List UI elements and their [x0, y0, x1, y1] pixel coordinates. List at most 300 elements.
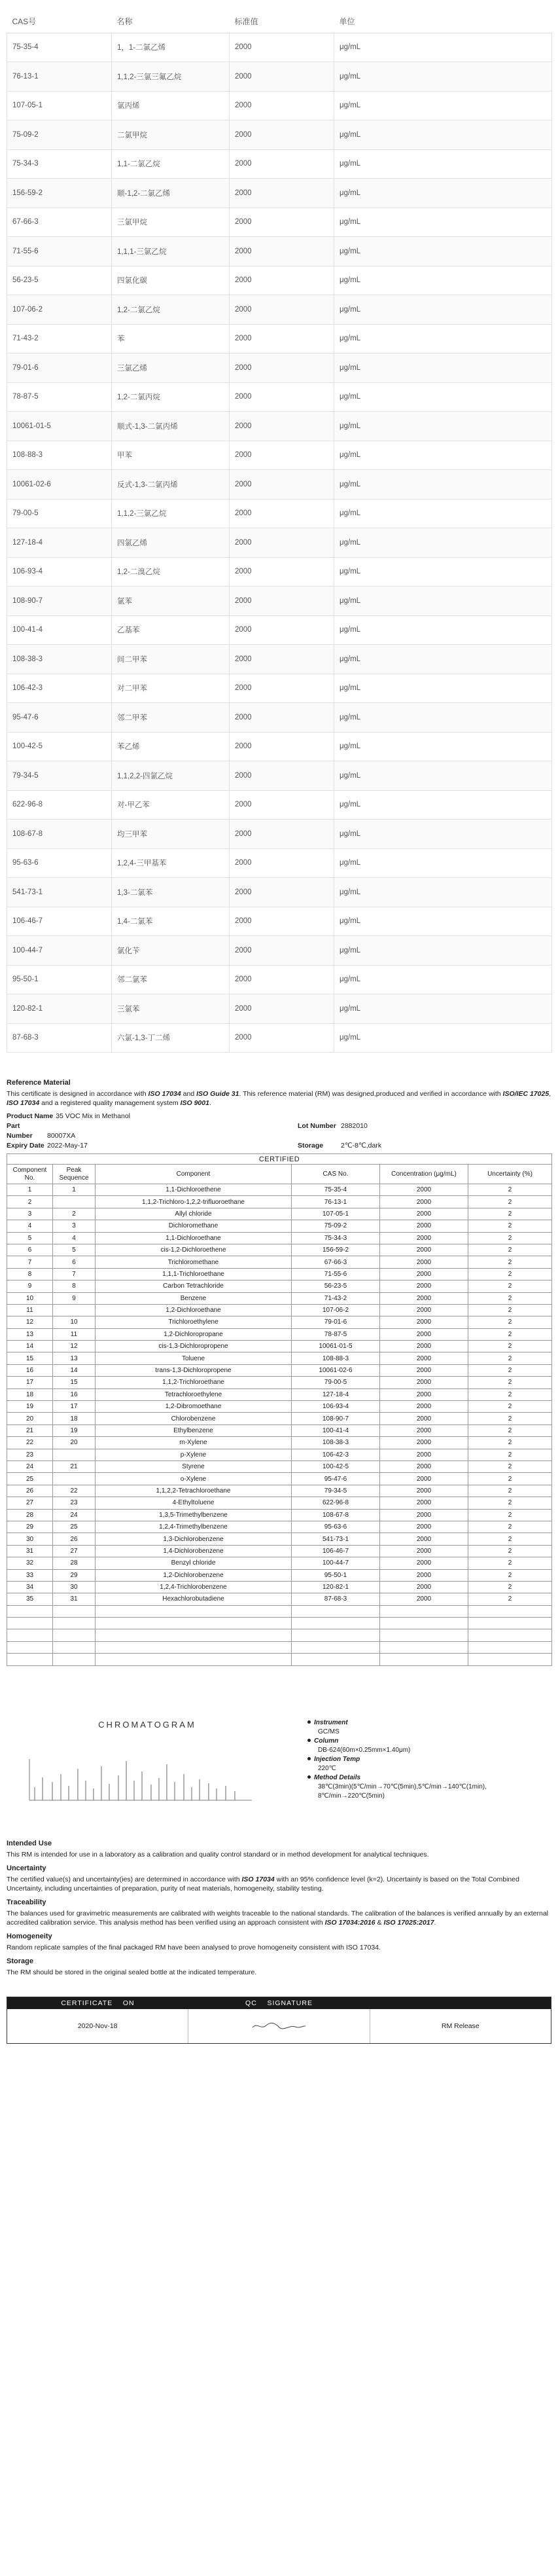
cas-no-cell: 75-09-2	[292, 1220, 380, 1232]
ref-iso-17025: ISO/IEC 17025	[502, 1090, 549, 1098]
table-row	[7, 1232, 552, 1244]
table-row	[7, 1352, 552, 1364]
lot-number: 2882010	[341, 1122, 368, 1130]
name-cell: 六氯-1,3-丁二烯	[112, 1023, 230, 1053]
certified-body	[7, 1184, 552, 1666]
chromatogram-section	[7, 1674, 551, 1834]
value-cell: 2000	[230, 62, 334, 92]
unit-cell: μg/mL	[334, 237, 552, 266]
unit-cell: μg/mL	[334, 790, 552, 820]
blank-cell	[53, 1641, 96, 1653]
peak-sequence-cell: 2	[53, 1208, 96, 1220]
component-no-cell: 34	[7, 1581, 53, 1593]
cas-no-cell: 127-18-4	[292, 1388, 380, 1400]
peak-sequence-cell: 11	[53, 1328, 96, 1340]
value-cell: 2000	[230, 674, 334, 703]
table-row	[7, 732, 552, 761]
table-row	[7, 1521, 552, 1533]
component-cell: Tetrachloroethylene	[96, 1388, 292, 1400]
uncertainty-cell: 2	[468, 1424, 552, 1436]
table-row	[7, 1473, 552, 1485]
product-info	[7, 1112, 551, 1151]
peak-sequence-cell: 19	[53, 1424, 96, 1436]
cas-cell: 71-43-2	[7, 324, 112, 354]
uncertainty-text	[7, 1875, 551, 1893]
certified-table	[7, 1153, 552, 1666]
component-cell: Benzene	[96, 1292, 292, 1304]
blank-cell	[468, 1641, 552, 1653]
uncertainty-cell: 2	[468, 1232, 552, 1244]
cas-no-cell: 75-35-4	[292, 1184, 380, 1196]
concentration-cell: 2000	[380, 1424, 468, 1436]
unit-cell: μg/mL	[334, 324, 552, 354]
cas-cell: 622-96-8	[7, 790, 112, 820]
peak-sequence-cell: 31	[53, 1593, 96, 1605]
unit-cell: μg/mL	[334, 645, 552, 674]
expiry-date: 2022-May-17	[47, 1142, 88, 1150]
table-row	[7, 1497, 552, 1509]
blank-row	[7, 1629, 552, 1641]
intended-use-heading: Intended Use	[7, 1839, 52, 1847]
name-cell: 1,1-二氯乙烷	[112, 149, 230, 179]
blank-cell	[292, 1618, 380, 1629]
component-cell: 1,1-Dichloroethane	[96, 1232, 292, 1244]
concentration-cell: 2000	[380, 1316, 468, 1328]
cas-cell: 541-73-1	[7, 878, 112, 907]
cas-no-cell: 95-50-1	[292, 1569, 380, 1581]
table-row	[7, 1401, 552, 1413]
component-cell: 1,2-Dibromoethane	[96, 1401, 292, 1413]
reference-material-heading: Reference Material	[7, 1079, 71, 1087]
part-number: 80007XA	[47, 1132, 76, 1140]
hdr-cas-no: CAS No.	[292, 1165, 380, 1184]
uncertainty-cell: 2	[468, 1557, 552, 1569]
component-no-cell: 4	[7, 1220, 53, 1232]
value-cell: 2000	[230, 441, 334, 470]
concentration-cell: 2000	[380, 1521, 468, 1533]
storage-value: 2℃-8℃,dark	[341, 1142, 382, 1150]
uncertainty-cell: 2	[468, 1341, 552, 1352]
unit-cell: μg/mL	[334, 878, 552, 907]
component-no-cell: 16	[7, 1364, 53, 1376]
uncertainty-cell: 2	[468, 1388, 552, 1400]
component-cell: 1,3,5-Trimethylbenzene	[96, 1509, 292, 1521]
unit-cell: μg/mL	[334, 470, 552, 499]
concentration-cell: 2000	[380, 1473, 468, 1485]
unit-cell: μg/mL	[334, 848, 552, 878]
unit-cell: μg/mL	[334, 615, 552, 645]
table-row	[7, 149, 552, 179]
table-row	[7, 703, 552, 733]
value-cell: 2000	[230, 965, 334, 994]
value-cell: 2000	[230, 994, 334, 1024]
table-row	[7, 1023, 552, 1053]
concentration-cell: 2000	[380, 1244, 468, 1256]
cas-no-cell: 10061-01-5	[292, 1341, 380, 1352]
cas-no-cell: 156-59-2	[292, 1244, 380, 1256]
homogeneity-text: Random replicate samples of the final packaged RM have been analysed to prove homogeneity consistent with ISO 17034.	[7, 1943, 381, 1951]
name-cell: 乙基苯	[112, 615, 230, 645]
component-cell: trans-1,3-Dichloropropene	[96, 1364, 292, 1376]
trace-text-1: The balances used for gravimetric measurements are calibrated with weights traceable to the national standards. The calibration of the balances is verified annually by an external accredited calibration service. This analysis method has been verified using an approach consistent with	[7, 1909, 549, 1927]
uncertainty-cell: 2	[468, 1256, 552, 1268]
unc-text-2: with an 95% confidence level (k=2). Uncertainty is based on the Total Combined Uncertainty, including uncertainties of preparation, purity of neat materials, homogeneity, stability testing.	[7, 1875, 519, 1893]
component-cell: 1,1,2,2-Tetrachloroethane	[96, 1485, 292, 1497]
unit-cell: μg/mL	[334, 62, 552, 92]
header-standard-value: 标准值	[230, 10, 334, 33]
cas-cell: 76-13-1	[7, 62, 112, 92]
name-cell: 1,2,4-三甲基苯	[112, 848, 230, 878]
peak-sequence-cell: 28	[53, 1557, 96, 1569]
cas-cell: 108-38-3	[7, 645, 112, 674]
concentration-cell: 2000	[380, 1509, 468, 1521]
component-no-cell: 31	[7, 1545, 53, 1557]
component-cell: 1,1,2-Trichloro-1,2,2-trifluoroethane	[96, 1196, 292, 1208]
peak-sequence-cell: 25	[53, 1521, 96, 1533]
table-row	[7, 354, 552, 383]
cas-cell: 100-44-7	[7, 936, 112, 966]
header-name: 名称	[112, 10, 230, 33]
uncertainty-cell: 2	[468, 1184, 552, 1196]
component-cell: Ethylbenzene	[96, 1424, 292, 1436]
component-cell: 1,2-Dichloroethane	[96, 1304, 292, 1316]
uncertainty-cell: 2	[468, 1352, 552, 1364]
cas-no-cell: 67-66-3	[292, 1256, 380, 1268]
chromatogram-peaks	[35, 1761, 235, 1800]
component-no-cell: 3	[7, 1208, 53, 1220]
concentration-cell: 2000	[380, 1341, 468, 1352]
unit-cell: μg/mL	[334, 907, 552, 936]
trace-amp: &	[375, 1918, 384, 1927]
concentration-cell: 2000	[380, 1545, 468, 1557]
table-row	[7, 1545, 552, 1557]
ref-period: .	[209, 1099, 211, 1107]
table-row	[7, 1364, 552, 1376]
concentration-cell: 2000	[380, 1581, 468, 1593]
peak-sequence-cell: 27	[53, 1545, 96, 1557]
component-no-cell: 14	[7, 1341, 53, 1352]
unit-cell: μg/mL	[334, 587, 552, 616]
cas-cell: 75-09-2	[7, 120, 112, 150]
cas-cell: 79-00-5	[7, 499, 112, 528]
table-row	[7, 1424, 552, 1436]
table-row	[7, 412, 552, 441]
unit-cell: μg/mL	[334, 732, 552, 761]
concentration-cell: 2000	[380, 1280, 468, 1292]
cas-no-cell: 541-73-1	[292, 1533, 380, 1545]
table-row	[7, 499, 552, 528]
table-row	[7, 295, 552, 325]
name-cell: 1,1,2,2-四氯乙烷	[112, 761, 230, 791]
part-number-label: Part Number	[7, 1122, 33, 1140]
cas-no-cell: 95-63-6	[292, 1521, 380, 1533]
uncertainty-cell: 2	[468, 1545, 552, 1557]
blank-cell	[53, 1654, 96, 1665]
name-cell: 间二甲苯	[112, 645, 230, 674]
cas-no-cell: 107-05-1	[292, 1208, 380, 1220]
blank-cell	[7, 1605, 53, 1617]
trace-iso-2: ISO 17025:2017	[383, 1918, 434, 1927]
cas-cell: 87-68-3	[7, 1023, 112, 1053]
footer-values	[7, 2009, 551, 2043]
component-cell: Dichloromethane	[96, 1220, 292, 1232]
chromatogram-panel	[7, 1674, 288, 1834]
value-cell: 2000	[230, 149, 334, 179]
uncertainty-cell: 2	[468, 1593, 552, 1605]
homogeneity-heading: Homogeneity	[7, 1932, 52, 1940]
peak-sequence-cell	[53, 1449, 96, 1460]
component-no-cell: 15	[7, 1352, 53, 1364]
concentration-cell: 2000	[380, 1449, 468, 1460]
cas-cell: 107-06-2	[7, 295, 112, 325]
name-cell: 顺-1,2-二氯乙烯	[112, 179, 230, 208]
name-cell: 苯乙烯	[112, 732, 230, 761]
cas-cell: 127-18-4	[7, 528, 112, 558]
peak-sequence-cell: 26	[53, 1533, 96, 1545]
uncertainty-cell: 2	[468, 1449, 552, 1460]
value-cell: 2000	[230, 237, 334, 266]
cas-cell: 108-88-3	[7, 441, 112, 470]
table-row	[7, 1220, 552, 1232]
concentration-cell: 2000	[380, 1364, 468, 1376]
concentration-cell: 2000	[380, 1220, 468, 1232]
component-no-cell: 28	[7, 1509, 53, 1521]
cas-no-cell: 79-34-5	[292, 1485, 380, 1497]
uncertainty-cell: 2	[468, 1364, 552, 1376]
cas-cell: 106-46-7	[7, 907, 112, 936]
component-no-cell: 9	[7, 1280, 53, 1292]
uncertainty-cell: 2	[468, 1220, 552, 1232]
cas-no-cell: 108-38-3	[292, 1437, 380, 1449]
concentration-cell: 2000	[380, 1328, 468, 1340]
uncertainty-cell: 2	[468, 1413, 552, 1424]
table-row	[7, 1268, 552, 1280]
component-no-cell: 22	[7, 1437, 53, 1449]
blank-cell	[468, 1629, 552, 1641]
uncertainty-cell: 2	[468, 1401, 552, 1413]
method-label	[307, 1773, 504, 1783]
table-row	[7, 615, 552, 645]
cas-no-cell: 108-67-8	[292, 1509, 380, 1521]
value-cell: 2000	[230, 295, 334, 325]
component-cell: 1,3-Dichlorobenzene	[96, 1533, 292, 1545]
reference-material-text	[7, 1089, 551, 1108]
name-cell: 1，1-二氯乙烯	[112, 33, 230, 62]
name-cell: 三氯乙烯	[112, 354, 230, 383]
value-cell: 2000	[230, 412, 334, 441]
uncertainty-heading: Uncertainty	[7, 1864, 46, 1872]
ref-iso-guide-31: ISO Guide 31	[196, 1090, 239, 1098]
component-cell: Chlorobenzene	[96, 1413, 292, 1424]
value-cell: 2000	[230, 33, 334, 62]
hdr-component-no: Component No.	[7, 1165, 53, 1184]
table-row	[7, 1593, 552, 1605]
name-cell: 反式-1,3-二氯丙烯	[112, 470, 230, 499]
unit-cell: μg/mL	[334, 354, 552, 383]
peak-sequence-cell: 14	[53, 1364, 96, 1376]
cas-no-cell: 106-46-7	[292, 1545, 380, 1557]
cas-cell: 95-63-6	[7, 848, 112, 878]
unit-cell: μg/mL	[334, 149, 552, 179]
value-cell: 2000	[230, 790, 334, 820]
blank-cell	[53, 1605, 96, 1617]
product-name-row	[7, 1112, 551, 1121]
cas-cell: 79-01-6	[7, 354, 112, 383]
blank-cell	[292, 1654, 380, 1665]
storage-text: The RM should be stored in the original sealed bottle at the indicated temperature.	[7, 1968, 257, 1976]
concentration-cell: 2000	[380, 1401, 468, 1413]
name-cell: 1,2-二氯乙烷	[112, 295, 230, 325]
concentration-cell: 2000	[380, 1485, 468, 1497]
method-label	[307, 1755, 504, 1764]
table-row	[7, 1581, 552, 1593]
unc-text-1: The certified value(s) and uncertainty(ies) are determined in accordance with	[7, 1875, 242, 1883]
table-row	[7, 1509, 552, 1521]
certificate-section	[7, 1079, 551, 2044]
blank-cell	[468, 1618, 552, 1629]
uncertainty-cell: 2	[468, 1196, 552, 1208]
table-row	[7, 1413, 552, 1424]
component-cell: Allyl chloride	[96, 1208, 292, 1220]
traceability-heading: Traceability	[7, 1898, 46, 1906]
uncertainty-cell: 2	[468, 1485, 552, 1497]
method-value: 38℃(3min)(5℃/min→70℃(5min),5℃/min→140℃(1min), 8℃/min→220℃(5min)	[318, 1783, 487, 1800]
signature-footer	[7, 1997, 551, 2044]
method-label	[307, 1737, 504, 1746]
table-row	[7, 179, 552, 208]
table-row	[7, 1377, 552, 1388]
cas-cell: 10061-01-5	[7, 412, 112, 441]
table-row	[7, 324, 552, 354]
method-panel	[288, 1674, 504, 1834]
concentration-cell: 2000	[380, 1256, 468, 1268]
uncertainty-cell: 2	[468, 1208, 552, 1220]
concentration-cell: 2000	[380, 1232, 468, 1244]
cas-cell: 100-41-4	[7, 615, 112, 645]
component-cell: 1,2-Dichloropropane	[96, 1328, 292, 1340]
peak-sequence-cell: 1	[53, 1184, 96, 1196]
table-row	[7, 1208, 552, 1220]
cas-cell: 156-59-2	[7, 179, 112, 208]
signature-cell	[188, 2009, 370, 2043]
value-cell: 2000	[230, 936, 334, 966]
name-cell: 1,1,2-三氯乙烷	[112, 499, 230, 528]
unit-cell: μg/mL	[334, 703, 552, 733]
header-cas: CAS号	[7, 10, 112, 33]
unit-cell: μg/mL	[334, 91, 552, 120]
blank-cell	[96, 1605, 292, 1617]
peak-sequence-cell: 5	[53, 1244, 96, 1256]
value-cell: 2000	[230, 120, 334, 150]
peak-sequence-cell: 29	[53, 1569, 96, 1581]
uncertainty-cell: 2	[468, 1268, 552, 1280]
table-row	[7, 1328, 552, 1340]
peak-sequence-cell: 3	[53, 1220, 96, 1232]
cas-cell: 108-90-7	[7, 587, 112, 616]
table-row	[7, 1244, 552, 1256]
blank-cell	[53, 1618, 96, 1629]
name-cell: 1,2-二溴乙烷	[112, 557, 230, 587]
peak-sequence-cell: 7	[53, 1268, 96, 1280]
table-row	[7, 761, 552, 791]
component-no-cell: 5	[7, 1232, 53, 1244]
chromatogram-title: CHROMATOGRAM	[98, 1719, 196, 1730]
cas-cell: 10061-02-6	[7, 470, 112, 499]
page	[0, 10, 558, 2044]
chromatogram-plot	[23, 1756, 258, 1805]
table-row	[7, 1485, 552, 1497]
unit-cell: μg/mL	[334, 994, 552, 1024]
name-cell: 四氯乙烯	[112, 528, 230, 558]
cas-no-cell: 106-93-4	[292, 1401, 380, 1413]
component-no-cell: 2	[7, 1196, 53, 1208]
table-row	[7, 820, 552, 849]
table-row	[7, 965, 552, 994]
table-row	[7, 528, 552, 558]
concentration-cell: 2000	[380, 1268, 468, 1280]
uncertainty-cell: 2	[468, 1509, 552, 1521]
ref-iso-17034-b: ISO 17034	[7, 1099, 40, 1107]
uncertainty-cell: 2	[468, 1581, 552, 1593]
component-no-cell: 21	[7, 1424, 53, 1436]
cas-no-cell: 107-06-2	[292, 1304, 380, 1316]
uncertainty-cell: 2	[468, 1569, 552, 1581]
table-row	[7, 1437, 552, 1449]
blank-cell	[7, 1641, 53, 1653]
table-row	[7, 1449, 552, 1460]
unit-cell: μg/mL	[334, 412, 552, 441]
standard-values-body	[7, 33, 552, 1053]
concentration-cell: 2000	[380, 1413, 468, 1424]
hdr-component: Component	[96, 1165, 292, 1184]
ref-text-1: This certificate is designed in accordance with	[7, 1090, 148, 1098]
component-no-cell: 26	[7, 1485, 53, 1497]
value-cell: 2000	[230, 907, 334, 936]
cas-no-cell: 108-88-3	[292, 1352, 380, 1364]
table-row	[7, 587, 552, 616]
uncertainty-cell: 2	[468, 1292, 552, 1304]
cas-no-cell: 79-00-5	[292, 1377, 380, 1388]
component-cell: 1,2,4-Trichlorobenzene	[96, 1581, 292, 1593]
cas-no-cell: 95-47-6	[292, 1473, 380, 1485]
component-cell: Carbon Tetrachloride	[96, 1280, 292, 1292]
cas-no-cell: 100-42-5	[292, 1460, 380, 1472]
table-row	[7, 907, 552, 936]
blank-cell	[7, 1618, 53, 1629]
method-label-text: Instrument	[314, 1718, 348, 1726]
cas-cell: 95-50-1	[7, 965, 112, 994]
table-row	[7, 1557, 552, 1569]
uncertainty-cell: 2	[468, 1377, 552, 1388]
table-row	[7, 382, 552, 412]
component-cell: cis-1,3-Dichloropropene	[96, 1341, 292, 1352]
unit-cell: μg/mL	[334, 761, 552, 791]
blank-cell	[380, 1605, 468, 1617]
component-cell: Hexachlorobutadiene	[96, 1593, 292, 1605]
header-unit: 单位	[334, 10, 552, 33]
bullet-icon	[307, 1757, 311, 1760]
cas-cell: 78-87-5	[7, 382, 112, 412]
peak-sequence-cell: 16	[53, 1388, 96, 1400]
component-no-cell: 7	[7, 1256, 53, 1268]
bullet-icon	[307, 1739, 311, 1742]
table-row	[7, 91, 552, 120]
bullet-icon	[307, 1775, 311, 1779]
unit-cell: μg/mL	[334, 266, 552, 295]
peak-sequence-cell	[53, 1304, 96, 1316]
table-row	[7, 1341, 552, 1352]
name-cell: 对二甲苯	[112, 674, 230, 703]
